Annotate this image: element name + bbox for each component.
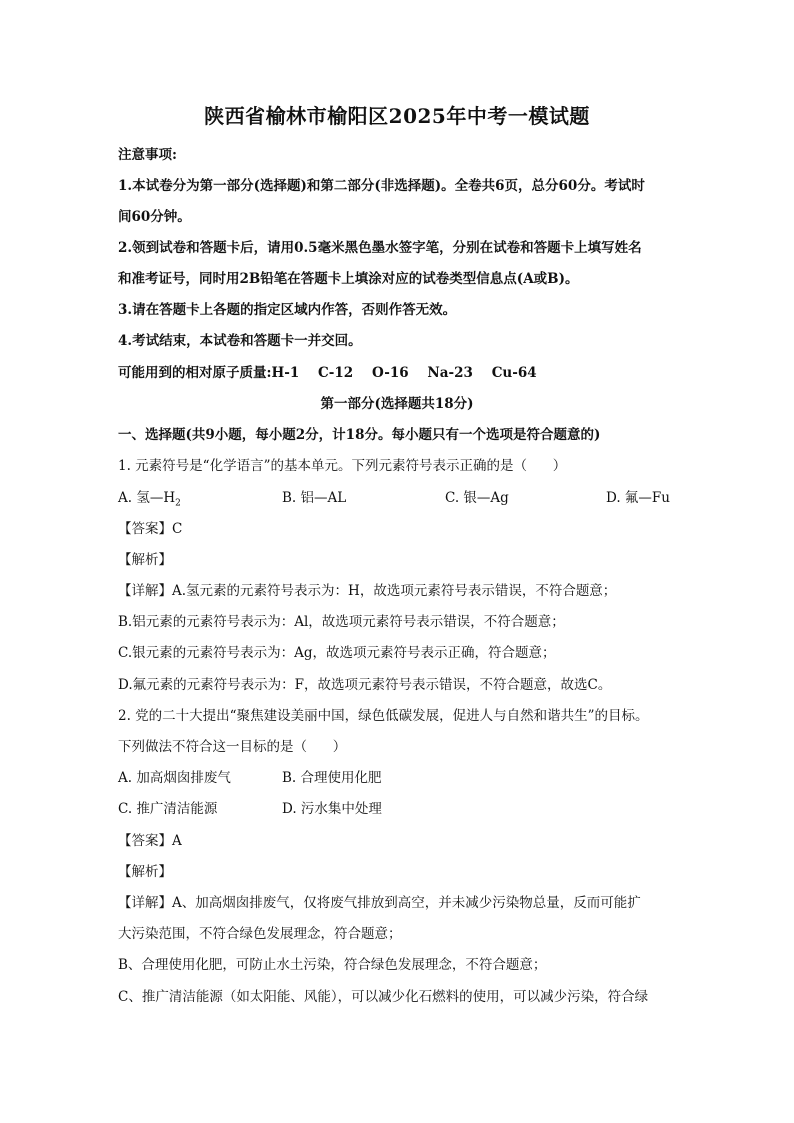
notice-line-3: 2.领到试卷和答题卡后，请用0.5毫米黑色墨水签字笔，分别在试卷和答题卡上填写姓名: [118, 240, 642, 256]
notice-line-5: 3.请在答题卡上各题的指定区域内作答，否则作答无效。: [118, 302, 457, 318]
q2-stem-line-2: 下列做法不符合这一目标的是（ ）: [118, 739, 347, 755]
q1-option-a: [118, 488, 181, 514]
notice-line-6: 4.考试结束，本试卷和答题卡一并交回。: [118, 333, 362, 349]
q1-detail-3: C.银元素的元素符号表示为：Ag，故选项元素符号表示正确，符合题意；: [118, 645, 556, 661]
q2-detail-3: B、合理使用化肥，可防止水土污染，符合绿色发展理念，不符合题意；: [118, 957, 547, 973]
q1-detail-1: 【详解】A.氢元素的元素符号表示为：H，故选项元素符号表示错误，不符合题意；: [118, 583, 617, 599]
q1-stem: 1. 元素符号是“化学语言”的基本单元。下列元素符号表示正确的是（ ）: [118, 458, 567, 474]
page-title: 陕西省榆林市榆阳区2025年中考一模试题: [204, 104, 590, 128]
q2-answer: 【答案】A: [118, 833, 182, 849]
q1-option-a-subscript: 2: [175, 498, 181, 509]
q1-option-c: C. 银—Ag: [445, 490, 509, 506]
q1-detail-4: D.氟元素的元素符号表示为：F，故选项元素符号表示错误，不符合题意，故选C。: [118, 677, 612, 693]
q2-stem-line-1: 2. 党的二十大提出“聚焦建设美丽中国，绿色低碳发展，促进人与自然和谐共生”的目标。: [118, 708, 649, 724]
section-heading: 一、选择题(共9小题，每小题2分，计18分。每小题只有一个选项是符合题意的): [118, 427, 601, 443]
q1-option-a-text: A. 氢—H: [118, 490, 176, 506]
q2-detail-1: 【详解】A、加高烟囱排废气，仅将废气排放到高空，并未减少污染物总量，反而可能扩: [118, 895, 641, 911]
part1-heading: 第一部分(选择题共18分): [320, 396, 474, 412]
q2-option-c: C. 推广清洁能源: [118, 801, 218, 817]
notice-heading: 注意事项:: [118, 147, 177, 163]
q1-option-d: D. 氟—Fu: [606, 490, 670, 506]
q2-detail-4: C、推广清洁能源（如太阳能、风能），可以减少化石燃料的使用，可以减少污染，符合绿: [118, 989, 649, 1005]
q2-detail-2: 大污染范围，不符合绿色发展理念，符合题意；: [118, 926, 402, 942]
q1-option-b: B. 铝—AL: [282, 490, 347, 506]
q1-answer: 【答案】C: [118, 521, 183, 537]
q2-option-d: D. 污水集中处理: [282, 801, 382, 817]
notice-line-2: 间60分钟。: [118, 209, 191, 225]
notice-line-4: 和准考证号，同时用2B铅笔在答题卡上填涂对应的试卷类型信息点(A或B)。: [118, 271, 579, 287]
atomic-masses: 可能用到的相对原子质量:H-1 C-12 O-16 Na-23 Cu-64: [118, 365, 537, 381]
q2-option-a: A. 加高烟囱排废气: [118, 770, 231, 786]
q2-analysis-label: 【解析】: [118, 864, 172, 880]
q1-analysis-label: 【解析】: [118, 552, 172, 568]
q1-detail-2: B.铝元素的元素符号表示为：Al，故选项元素符号表示错误，不符合题意；: [118, 614, 565, 630]
q2-option-b: B. 合理使用化肥: [282, 770, 382, 786]
notice-line-1: 1.本试卷分为第一部分(选择题)和第二部分(非选择题)。全卷共6页，总分60分。考试时: [118, 178, 645, 194]
